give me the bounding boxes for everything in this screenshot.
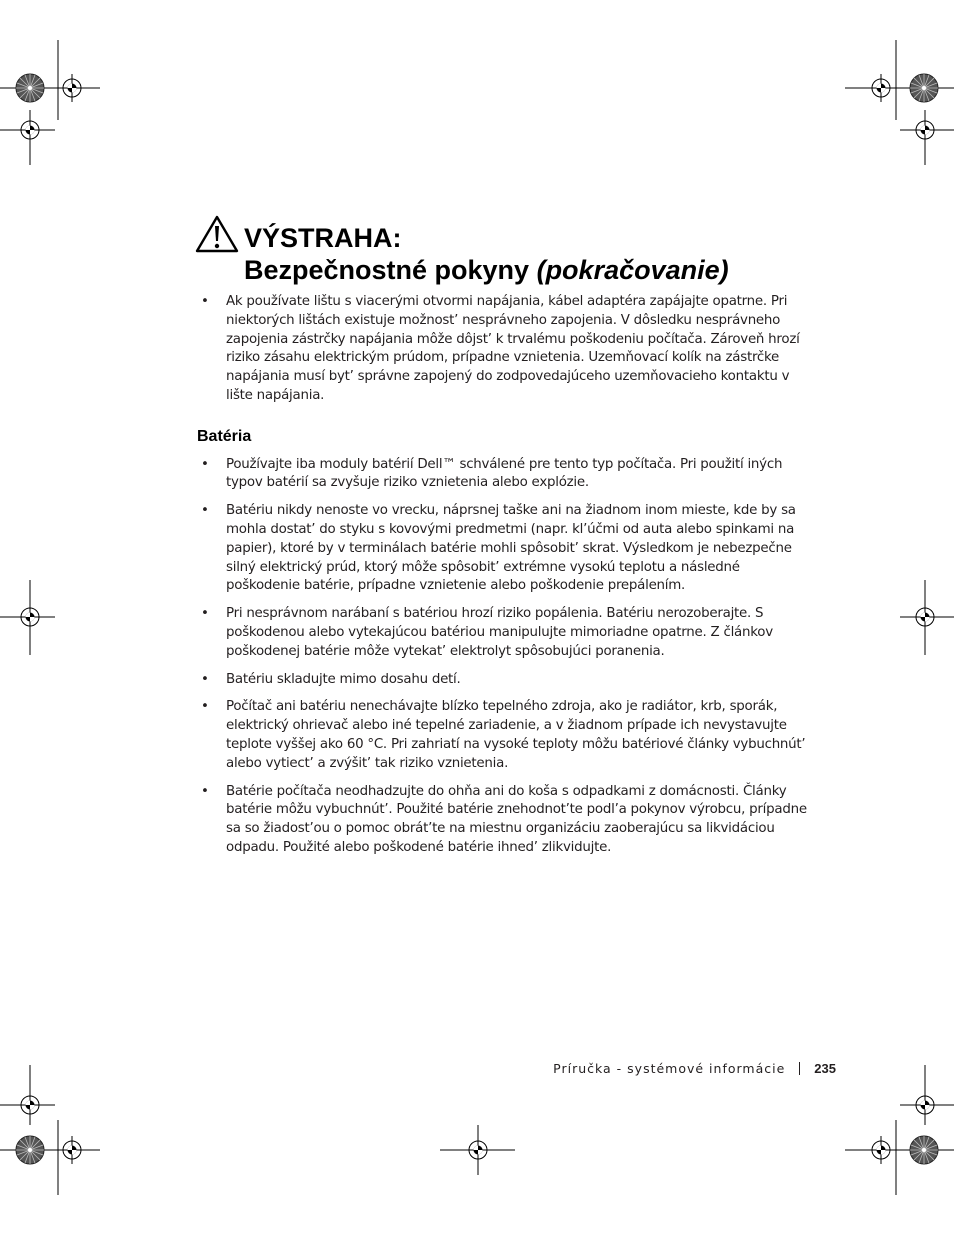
- footer-text: Príručka - systémové informácie: [553, 1061, 786, 1076]
- page-title: [244, 222, 729, 286]
- footer-separator: [799, 1062, 800, 1075]
- warning-triangle-icon: [195, 215, 239, 253]
- list-item: • Počítač ani batériu nenechávajte blízko tepelného zdroja, ako je radiátor, krb, sporák, elektrický ohrievač alebo iné tepelné zariadenie, a v žiadnom prípade ich nevystavujte teplote vyššej ako 60 °C. Pri zahriatí na vysoké teploty môžu batériové články vybuchnút’ alebo vytiect’ a zvýšit’ tak riziko vznietenia.: [197, 698, 807, 773]
- intro-list: [197, 293, 807, 406]
- battery-list: [197, 456, 807, 858]
- list-item: • Batériu nikdy nenoste vo vrecku, náprsnej taške ani na žiadnom inom mieste, kde by sa mohla dostat’ do styku s kovovými predmetmi (napr. kl’účmi od auta alebo spinkami na papier), ktoré by v terminálach batérie mohli spôsobit’ skrat. Výsledkom je nebezpečne silný elektrický prúd, ktorý môže spôsobit’ extrémne vysokú teplotu a následné poškodenie batérie, prípadne vznietenie alebo poškodenie prepálením.: [197, 502, 807, 596]
- section-title-battery: Batéria: [197, 427, 252, 445]
- page-content: [197, 293, 807, 867]
- title-continuation: (pokračovanie): [536, 255, 729, 285]
- list-item: • Ak používate lištu s viacerými otvormi napájania, kábel adaptéra zapájajte opatrne. Pri niektorých lištách existuje možnost’ nesprávneho zapojenia. V dôsledku nesprávneho zapojenia zástrčky napájania môže dôjst’ k trvalému poškodeniu počítača. Zároveň hrozí riziko zásahu elektrickým prúdom, prípadne vznietenia. Uzemňovací kolík na zástrčke napájania musí byt’ správne zapojený do zodpovedajúceho uzemňovacieho kontaktu v lište napájania.: [197, 293, 807, 406]
- page-number: 235: [814, 1061, 836, 1076]
- page-footer: [553, 1061, 836, 1076]
- list-item: • Používajte iba moduly batérií Dell™ schválené pre tento typ počítača. Pri použití iných typov batérií sa zvyšuje riziko vznietenia alebo explózie.: [197, 456, 807, 494]
- list-item: • Batérie počítača neodhadzujte do ohňa ani do koša s odpadkami z domácnosti. Články batérie môžu vybuchnút’. Použité batérie znehodnot’te podl’a pokynov výrobcu, prípadne sa so žiadost’ou o pomoc obrát’te na miestnu organizáciu zaoberajúcu sa likvidáciou odpadu. Použité alebo poškodené batérie ihned’ zlikvidujte.: [197, 783, 807, 858]
- list-item: • Batériu skladujte mimo dosahu detí.: [197, 671, 807, 690]
- title-line-2: Bezpečnostné pokyny: [244, 255, 537, 285]
- title-line-1: VÝSTRAHA:: [244, 223, 402, 253]
- list-item: • Pri nesprávnom narábaní s batériou hrozí riziko popálenia. Batériu nerozoberajte. S poškodenou alebo vytekajúcou batériou manipulujte mimoriadne opatrne. Z článkov poškodenej batérie môže vytekat’ elektrolyt spôsobujúci poranenia.: [197, 605, 807, 661]
